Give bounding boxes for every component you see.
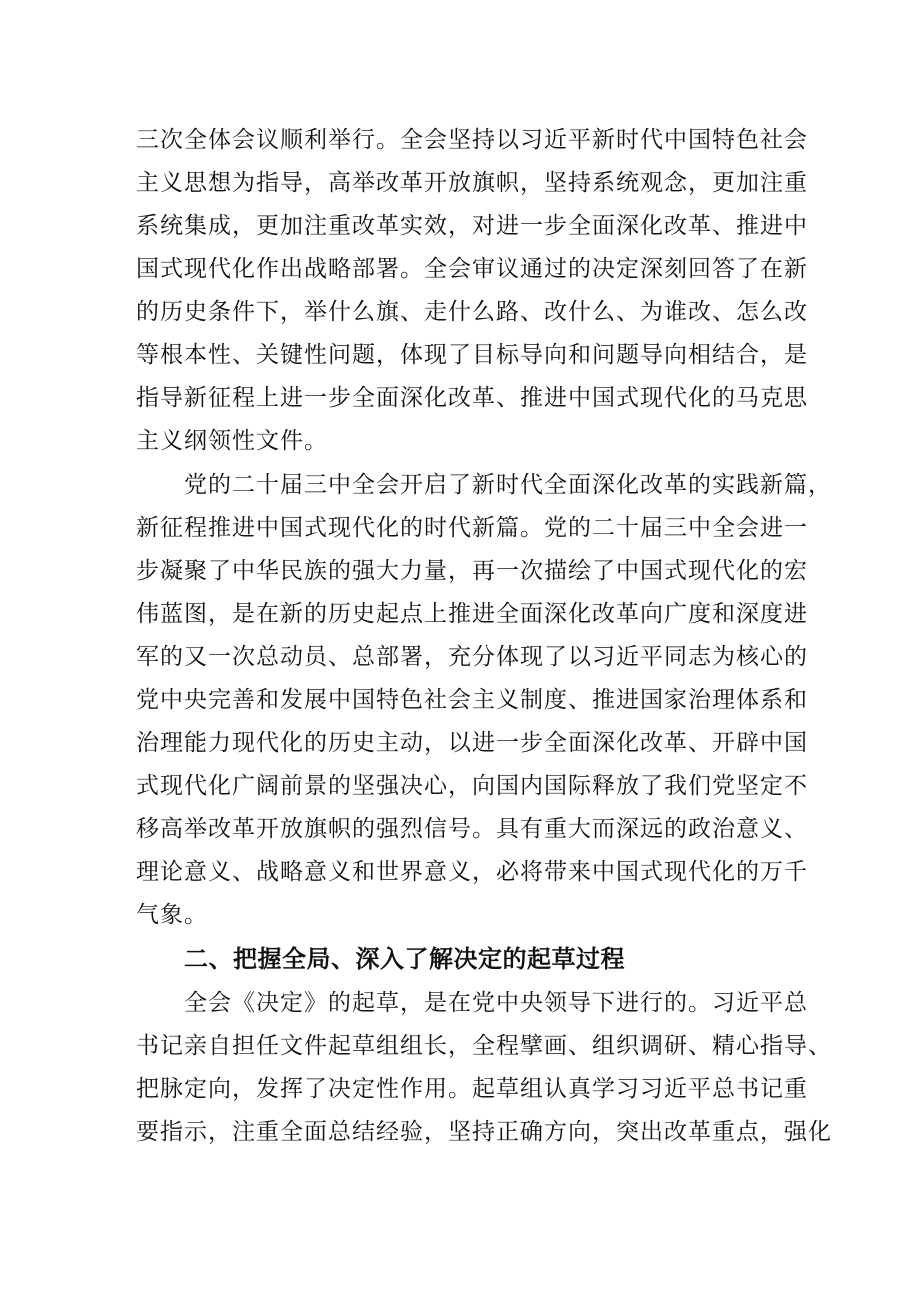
paragraph-line: 军的又一次总动员、总部署，充分体现了以习近平同志为核心的 <box>136 644 808 670</box>
paragraph-line: 党中央完善和发展中国特色社会主义制度、推进国家治理体系和 <box>136 687 808 713</box>
paragraph-line: 新征程推进中国式现代化的时代新篇。党的二十届三中全会进一 <box>136 515 808 541</box>
paragraph-line: 系统集成，更加注重改革实效，对进一步全面深化改革、推进中 <box>136 213 808 239</box>
paragraph-line: 书记亲自担任文件起草组组长，全程擘画、组织调研、精心指导、 <box>136 1033 832 1059</box>
paragraph-line: 式现代化广阔前景的坚强决心，向国内国际释放了我们党坚定不 <box>136 773 808 799</box>
paragraph-line: 三次全体会议顺利举行。全会坚持以习近平新时代中国特色社会 <box>136 127 808 153</box>
paragraph-line: 理论意义、战略意义和世界意义，必将带来中国式现代化的万千 <box>136 859 808 885</box>
paragraph-line: 把脉定向，发挥了决定性作用。起草组认真学习习近平总书记重 <box>136 1076 808 1102</box>
section-heading: 二、把握全局、深入了解决定的起草过程 <box>184 945 625 973</box>
paragraph-line: 党的二十届三中全会开启了新时代全面深化改革的实践新篇， <box>184 472 832 498</box>
paragraph-line: 国式现代化作出战略部署。全会审议通过的决定深刻回答了在新 <box>136 256 808 282</box>
paragraph-line: 伟蓝图，是在新的历史起点上推进全面深化改革向广度和深度进 <box>136 601 808 627</box>
paragraph-line: 要指示，注重全面总结经验，坚持正确方向，突出改革重点，强化 <box>136 1119 832 1145</box>
paragraph-line: 指导新征程上进一步全面深化改革、推进中国式现代化的马克思 <box>136 385 808 411</box>
paragraph-line: 移高举改革开放旗帜的强烈信号。具有重大而深远的政治意义、 <box>136 816 808 842</box>
paragraph-line: 全会《决定》的起草，是在党中央领导下进行的。习近平总 <box>184 990 808 1016</box>
paragraph-line: 治理能力现代化的历史主动，以进一步全面深化改革、开辟中国 <box>136 730 808 756</box>
paragraph-line: 步凝聚了中华民族的强大力量，再一次描绘了中国式现代化的宏 <box>136 558 808 584</box>
paragraph-line: 等根本性、关键性问题，体现了目标导向和问题导向相结合，是 <box>136 342 808 368</box>
paragraph-line: 气象。 <box>136 902 208 928</box>
paragraph-line: 主义思想为指导，高举改革开放旗帜，坚持系统观念，更加注重 <box>136 170 808 196</box>
paragraph-line: 主义纲领性文件。 <box>136 428 328 454</box>
paragraph-line: 的历史条件下，举什么旗、走什么路、改什么、为谁改、怎么改 <box>136 299 808 325</box>
